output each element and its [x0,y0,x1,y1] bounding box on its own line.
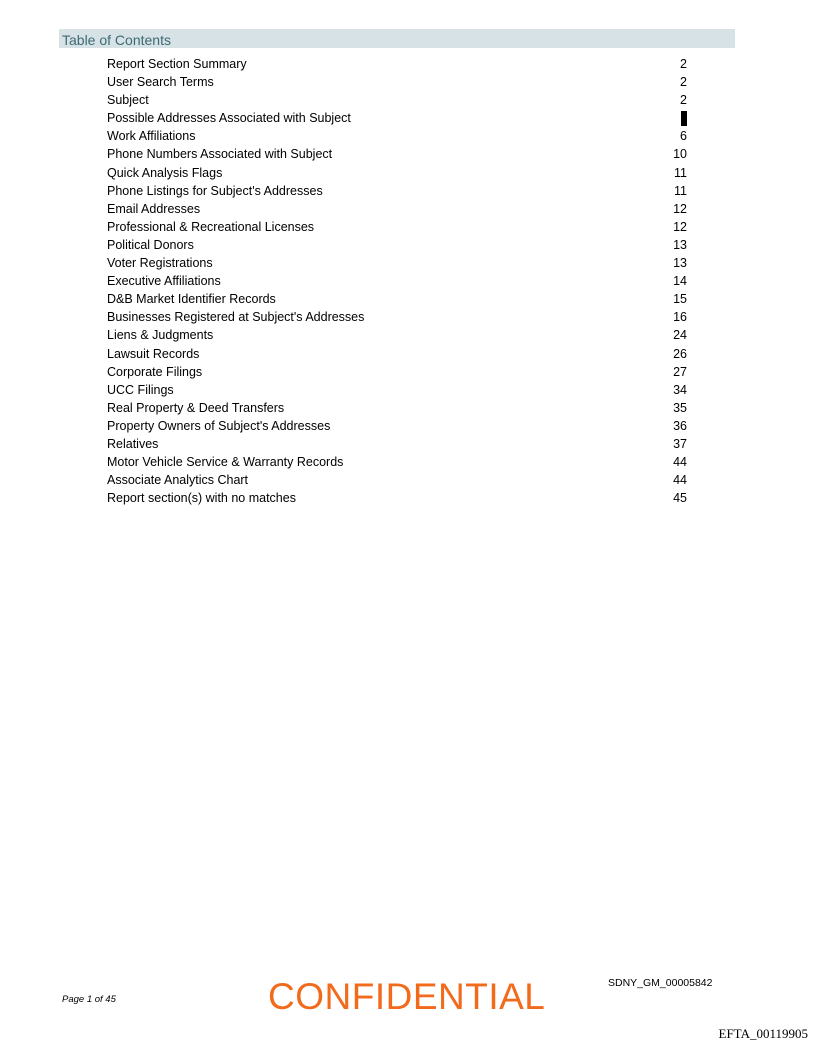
toc-entry-label: Work Affiliations [107,129,196,144]
toc-entry[interactable] [107,272,687,290]
toc-entry-page: 26 [673,346,687,361]
toc-entry-label: Voter Registrations [107,256,213,271]
toc-entry-page: 44 [673,473,687,488]
toc-entry-label: Subject [107,93,149,108]
toc-entry-label: Possible Addresses Associated with Subject [107,111,351,126]
toc-entry-label: Political Donors [107,237,194,252]
toc-entry-page: 44 [673,455,687,470]
toc-entry-label: Motor Vehicle Service & Warranty Records [107,455,344,470]
toc-entry[interactable] [107,290,687,308]
toc-entry-page: 13 [673,256,687,271]
toc-entry-label: UCC Filings [107,382,174,397]
bates-number: SDNY_GM_00005842 [608,977,713,989]
toc-entry-page: 14 [673,274,687,289]
toc-title: Table of Contents [62,32,171,48]
toc-entry-label: Phone Listings for Subject's Addresses [107,183,323,198]
toc-entry[interactable] [107,381,687,399]
toc-entry-page: 2 [680,75,687,90]
toc-entry-label: Email Addresses [107,201,201,216]
toc-entry[interactable] [107,435,687,453]
toc-entry-label: Executive Affiliations [107,274,221,289]
toc-entry[interactable] [107,417,687,435]
toc-entry-page: 35 [673,400,687,415]
toc-entry-label: Phone Numbers Associated with Subject [107,147,333,162]
toc-list [107,55,687,507]
toc-entry-label: Real Property & Deed Transfers [107,400,285,415]
toc-entry[interactable] [107,236,687,254]
toc-entry[interactable] [107,471,687,489]
toc-entry[interactable] [107,345,687,363]
toc-entry-page: 13 [673,237,687,252]
toc-entry-label: Quick Analysis Flags [107,165,223,180]
toc-entry-page: 12 [673,219,687,234]
efta-number: EFTA_00119905 [718,1026,808,1041]
toc-entry-page: 15 [673,292,687,307]
toc-entry[interactable] [107,145,687,163]
toc-entry-page: 11 [674,183,687,198]
toc-entry-label: D&B Market Identifier Records [107,292,276,307]
toc-entry-page: 45 [673,491,687,506]
toc-entry[interactable] [107,109,687,127]
toc-entry-label: Corporate Filings [107,364,203,379]
toc-entry-page: 10 [673,147,687,162]
toc-entry[interactable] [107,164,687,182]
toc-entry-label: Property Owners of Subject's Addresses [107,418,331,433]
toc-entry-page: 16 [673,310,687,325]
toc-entry-page: 2 [680,57,687,71]
toc-entry[interactable] [107,200,687,218]
toc-entry-label: Relatives [107,436,159,451]
toc-entry-label: Liens & Judgments [107,328,214,343]
toc-entry[interactable] [107,127,687,145]
toc-entry-label: Associate Analytics Chart [107,473,249,488]
toc-entry[interactable] [107,363,687,381]
toc-entry[interactable] [107,453,687,471]
toc-entry[interactable] [107,91,687,109]
toc-entry-label: Professional & Recreational Licenses [107,219,315,234]
toc-entry[interactable] [107,326,687,344]
toc-entry-page: 12 [673,201,687,216]
toc-entry-page: 27 [673,364,687,379]
toc-entry[interactable] [107,182,687,200]
toc-entry-label: Lawsuit Records [107,346,200,361]
toc-entry-label: Report Section Summary [107,57,247,71]
toc-entry[interactable] [107,489,687,507]
toc-entry-page-redaction [681,111,687,126]
toc-entry-label: User Search Terms [107,75,214,90]
toc-entry-page: 36 [673,418,687,433]
toc-entry-label: Businesses Registered at Subject's Addresses [107,310,365,325]
toc-entry[interactable] [107,399,687,417]
toc-entry-page: 37 [673,436,687,451]
toc-entry[interactable] [107,254,687,272]
toc-entry[interactable] [107,308,687,326]
toc-entry-label: Report section(s) with no matches [107,491,296,506]
toc-entry-page: 2 [680,93,687,108]
confidential-stamp: CONFIDENTIAL [268,976,546,1017]
page-indicator: Page 1 of 45 [62,994,116,1005]
toc-entry-page: 34 [673,382,687,397]
toc-entry[interactable] [107,218,687,236]
toc-entry-page: 11 [674,165,687,180]
toc-entry[interactable] [107,55,687,73]
toc-entry-page: 6 [680,129,687,144]
toc-entry-page: 24 [673,328,687,343]
toc-entry[interactable] [107,73,687,91]
toc-header-bar [59,29,735,48]
